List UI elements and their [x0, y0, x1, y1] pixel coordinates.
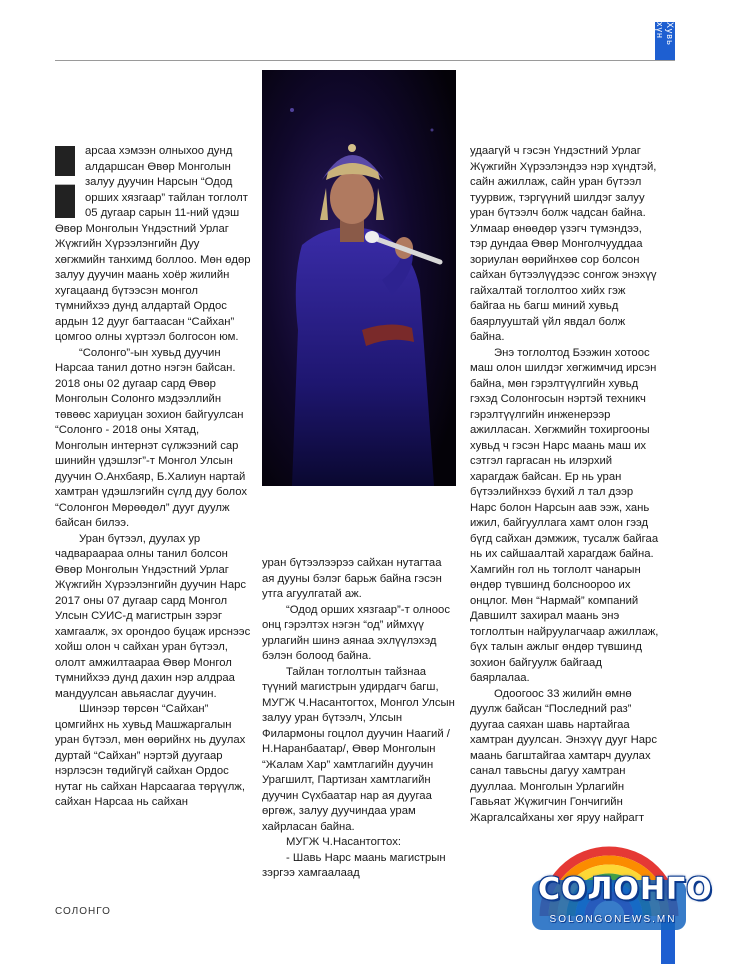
section-tab: Хувь хүн [655, 22, 675, 60]
paragraph: “Солонго”-ын хувьд дуучин Нарсаа танил дотно нэгэн байсан. 2018 оны 02 дугаар сард Өвөр Монголын Солонго мэдээллийн төвөөс хариуцан зохион байгуулсан “Солонго - 2018 оны Хятад, Монголын интернэт сүлжээний сар шинийн үдэшлэг”-т Монгол Улсын дуучин О.Анхбаяр, Б.Халиун нартай хамтран үдэшлэгийн сүлд дуу болох “Солонгон Мөрөөдөл” дууг дуулж байсан билээ. [55, 346, 248, 529]
paragraph: удаагүй ч гэсэн Үндэстний Урлаг Жүжгийн Хүрээлэндээ нэр хүндтэй, сайн ажиллаж, сайн уран бүтээл туурвиж, тэргүүний шилдэг залуу уран бүтээлч болж чадсан байна. Улмаар өнөөдөр үзэгч түмэндээ, тэр дундаа Өвөр Монголчууддаа зориулан өөрийнхөө сор болсон сайхан бүтээлүүдээс сонгож энэхүү гайхалтай тоглолтоо хийх гэж байгаа нь багш миний хувьд баярлууштай үйл явдал болж байна. [470, 145, 657, 343]
article-column-1 [39, 142, 251, 811]
paragraph: Шинээр төрсөн “Сайхан” цомгийнх нь хувьд Машжаргалын уран бүтээл, мөн өөрийнх нь дуулах дуртай “Сайхан” нэртэй дуугаар нэрлэсэн төдийгүй сайхан Ордос нутаг нь сайхан Нарсаагаа төрүүлж, сайхан Нарсаа нь сайхан [55, 703, 246, 808]
paragraph: уран бүтээлээрээ сайхан нутагтаа ая дууны бэлэг барьж байна гэсэн утга агуулгатай аж. [262, 557, 442, 600]
solongo-logo [524, 820, 713, 940]
logo-url: SOLONGONEWS.MN [549, 914, 677, 925]
article-column-2 [262, 556, 456, 882]
footer-label: СОЛОНГО [55, 906, 111, 917]
paragraph: Тайлан тоглолтын тайзнаа түүний магистрын удирдагч багш, МУГЖ Ч.Насантогтох, Монгол Улсын залуу уран бүтээлч, Улсын Филармоны гоцлол дуучин Наагий /Н.Наранбаатар/, Өвөр Монголын “Жалам Хар” хамтлагийн дуучин Урагшилт, Партизан хамтлагийн дуучин Сүхбаатар нар ая дуугаа өргөж, залуу дуучиндаа урам хайрласан байна. [262, 665, 455, 833]
paragraph: - Шавь Нарс маань магистрын зэргээ хамгаалаад [262, 851, 446, 879]
paragraph: МУГЖ Ч.Насантогтох: [286, 836, 401, 848]
header-rule [55, 60, 675, 61]
singer-photo [262, 70, 456, 486]
logo-title: СОЛОНГО [538, 872, 713, 907]
paragraph: Одоогоос 33 жилийн өмнө дуулж байсан “Последний раз” дуугаа саяхан шавь нартайгаа хамтран дуулсан. Энэхүү дууг Нарс маань багштайгаа хамтарч дуулах санал тавьсны дагуу хамтран дууллаа. Монголын Урлагийн Гавьяат Жүжигчин Гончигийн Жаргалсайханы хөг яруу найрагт [470, 687, 657, 824]
paragraph: “Одод орших хязгаар”-т олноос онц гэрэлтэх нэгэн “од” иймхүү урлагийн шинэ аянаа эхлүүлэхэд бэлэн болоод байна. [262, 603, 450, 662]
drop-cap: Н [39, 142, 91, 222]
paragraph: арсаа хэмээн олныхоо дунд алдаршсан Өвөр Монголын залуу дуучин Нарсын “Одод орших хязгаар” тайлан тоглолт 05 дугаар сарын 11-ний үдэш Өвөр Монголын Үндэстний Урлаг Жүжгийн Хүрээлэнгийн Дуу хөгжмийн танхимд боллоо. Мөн өдөр залуу дуучин маань хоёр жилийн хугацаанд бүтээсэн монгол түмнийхээ дунд алдартай Ордос ардын 12 дууг багтаасан “Сайхан” цомгоо олны хүртээл болгосон юм. [55, 145, 251, 343]
paragraph: Уран бүтээл, дуулах ур чадвараараа олны танил болсон Өвөр Монголын Үндэстний Урлаг Жүжгийн Хүрээлэнгийн дуучин Нарс 2017 оны 07 дугаар сард Монгол Улсын СУИС-д магистрын зэрэг хамгаалж, эх орондоо буцаж ирснээс хойш олон ч сайхан уран бүтээл, ололт амжилтаараа Өвөр Монгол түмнийхээ дунд дахин нэр алдраа мандуулсан авьяаслаг дуучин. [55, 532, 251, 700]
article-column-3 [470, 144, 660, 826]
paragraph: Энэ тоглолтод Бээжин хотоос маш олон шилдэг хөгжимчид ирсэн байна, мөн гэрэлтүүлгийн хувьд гэхэд Солонгосын нэртэй техникч гэрэлтүүлгийн инженерээр ажилласан. Хөгжмийн тохиргооны хувьд ч гэсэн Нарс маань маш их сэтгэл гаргасан нь илэрхий харагдаж байсан. Ер нь уран бүтээлийнхээ бүхий л тал дээр Нарс болон Нарсын аав ээж, хань ижил, байгууллага хамт олон гээд бүгд сайхан дэмжиж, тусалж байгаа нь их сайшаалтай харагдаж байна. Хамгийн гол нь тоглолт чанарын өндөр түвшинд болсноороо их онцлог. Мөн “Нармай” компаний Давшилт захирал маань энэ тоглолтын найруулагчаар ажиллаж, бүх талын ажлыг өндөр түвшинд зохион байгуулж байгаад баярлалаа. [470, 346, 659, 684]
